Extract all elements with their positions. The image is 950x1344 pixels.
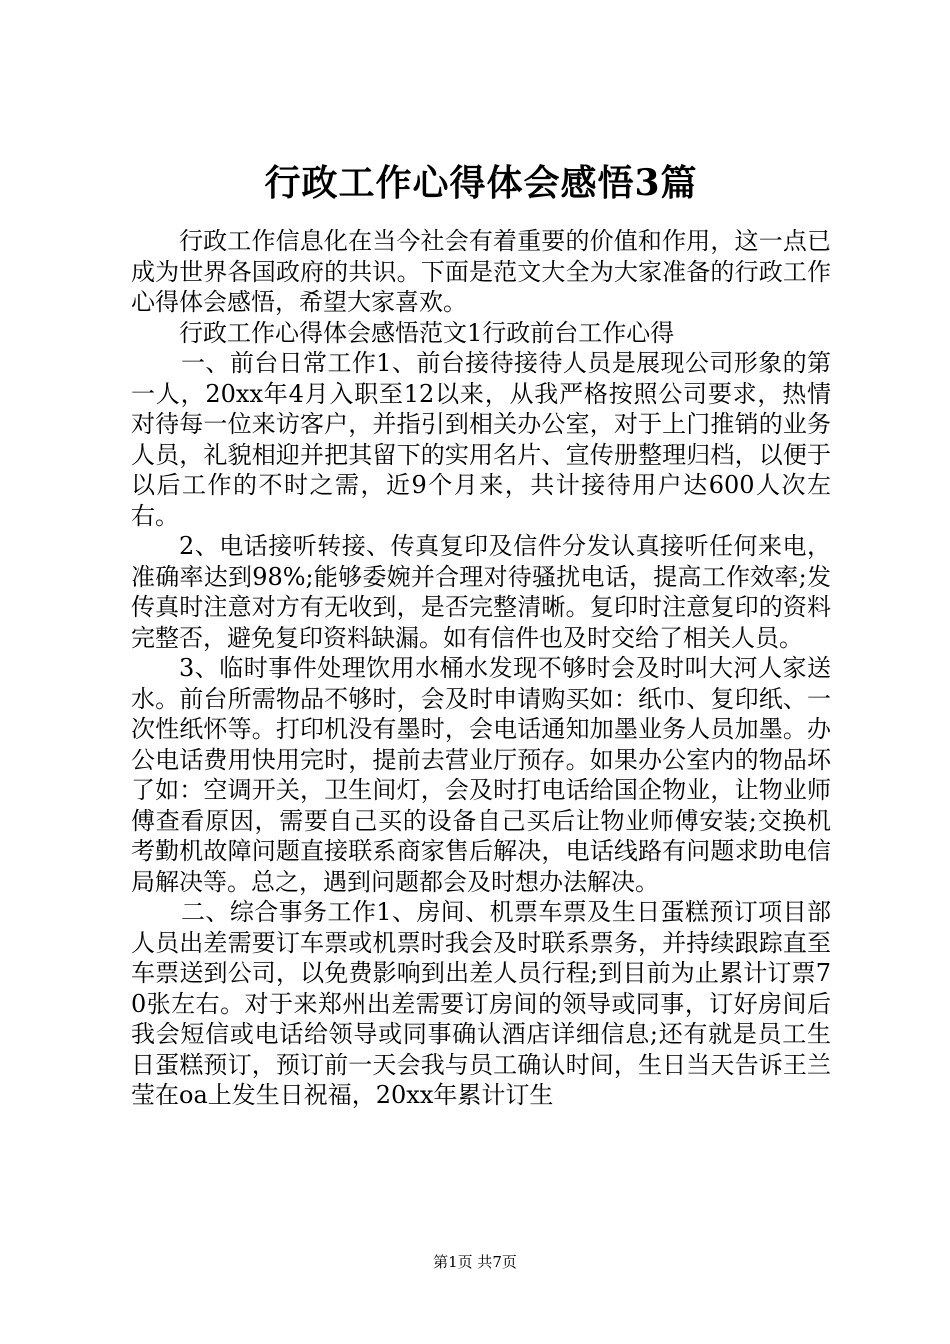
body-paragraph: 一、前台日常工作1、前台接待接待人员是展现公司形象的第一人，20xx年4月入职至12以来，从我严格按照公司要求，热情对待每一位来访客户，并指引到相关办公室，对于上门推销的业务人员，礼貌相迎并把其留下的实用名片、宣传册整理归档，以便于以后工作的不时之需，近9个月来，共计接待用户达600人次左右。 xyxy=(131,349,831,530)
document-page xyxy=(131,150,831,1111)
body-paragraph: 二、综合事务工作1、房间、机票车票及生日蛋糕预订项目部人员出差需要订车票或机票时我会及时联系票务，并持续跟踪直至车票送到公司，以免费影响到出差人员行程;到目前为止累计订票70张左右。对于来郑州出差需要订房间的领导或同事，订好房间后我会短信或电话给领导或同事确认酒店详细信息;还有就是员工生日蛋糕预订，预订前一天会我与员工确认时间，生日当天告诉王兰莹在oa上发生日祝福，20xx年累计订生 xyxy=(131,898,831,1109)
body-paragraph: 2、电话接听转接、传真复印及信件分发认真接听任何来电，准确率达到98%;能够委婉并合理对待骚扰电话，提高工作效率;发传真时注意对方有无收到，是否完整清晰。复印时注意复印的资料完整否，避免复印资料缺漏。如有信件也及时交给了相关人员。 xyxy=(131,532,831,652)
intro-paragraph: 行政工作信息化在当今社会有着重要的价值和作用，这一点已成为世界各国政府的共识。下面是范文大全为大家准备的行政工作心得体会感悟，希望大家喜欢。 xyxy=(131,227,831,316)
page-number: 第1页 共7页 xyxy=(433,1253,517,1271)
section-heading: 行政工作心得体会感悟范文1行政前台工作心得 xyxy=(179,318,675,347)
body-paragraph: 3、临时事件处理饮用水桶水发现不够时会及时叫大河人家送水。前台所需物品不够时，会及时申请购买如：纸巾、复印纸、一次性纸怀等。打印机没有墨时，会电话通知加墨业务人员加墨。办公电话费用快用完时，提前去营业厅预存。如果办公室内的物品坏了如：空调开关，卫生间灯，会及时打电话给国企物业，让物业师傅查看原因，需要自己买的设备自己买后让物业师傅安装;交换机考勤机故障问题直接联系商家售后解决，电话线路有问题求助电信局解决等。总之，遇到问题都会及时想办法解决。 xyxy=(131,654,831,896)
document-title: 行政工作心得体会感悟3篇 xyxy=(264,162,698,204)
